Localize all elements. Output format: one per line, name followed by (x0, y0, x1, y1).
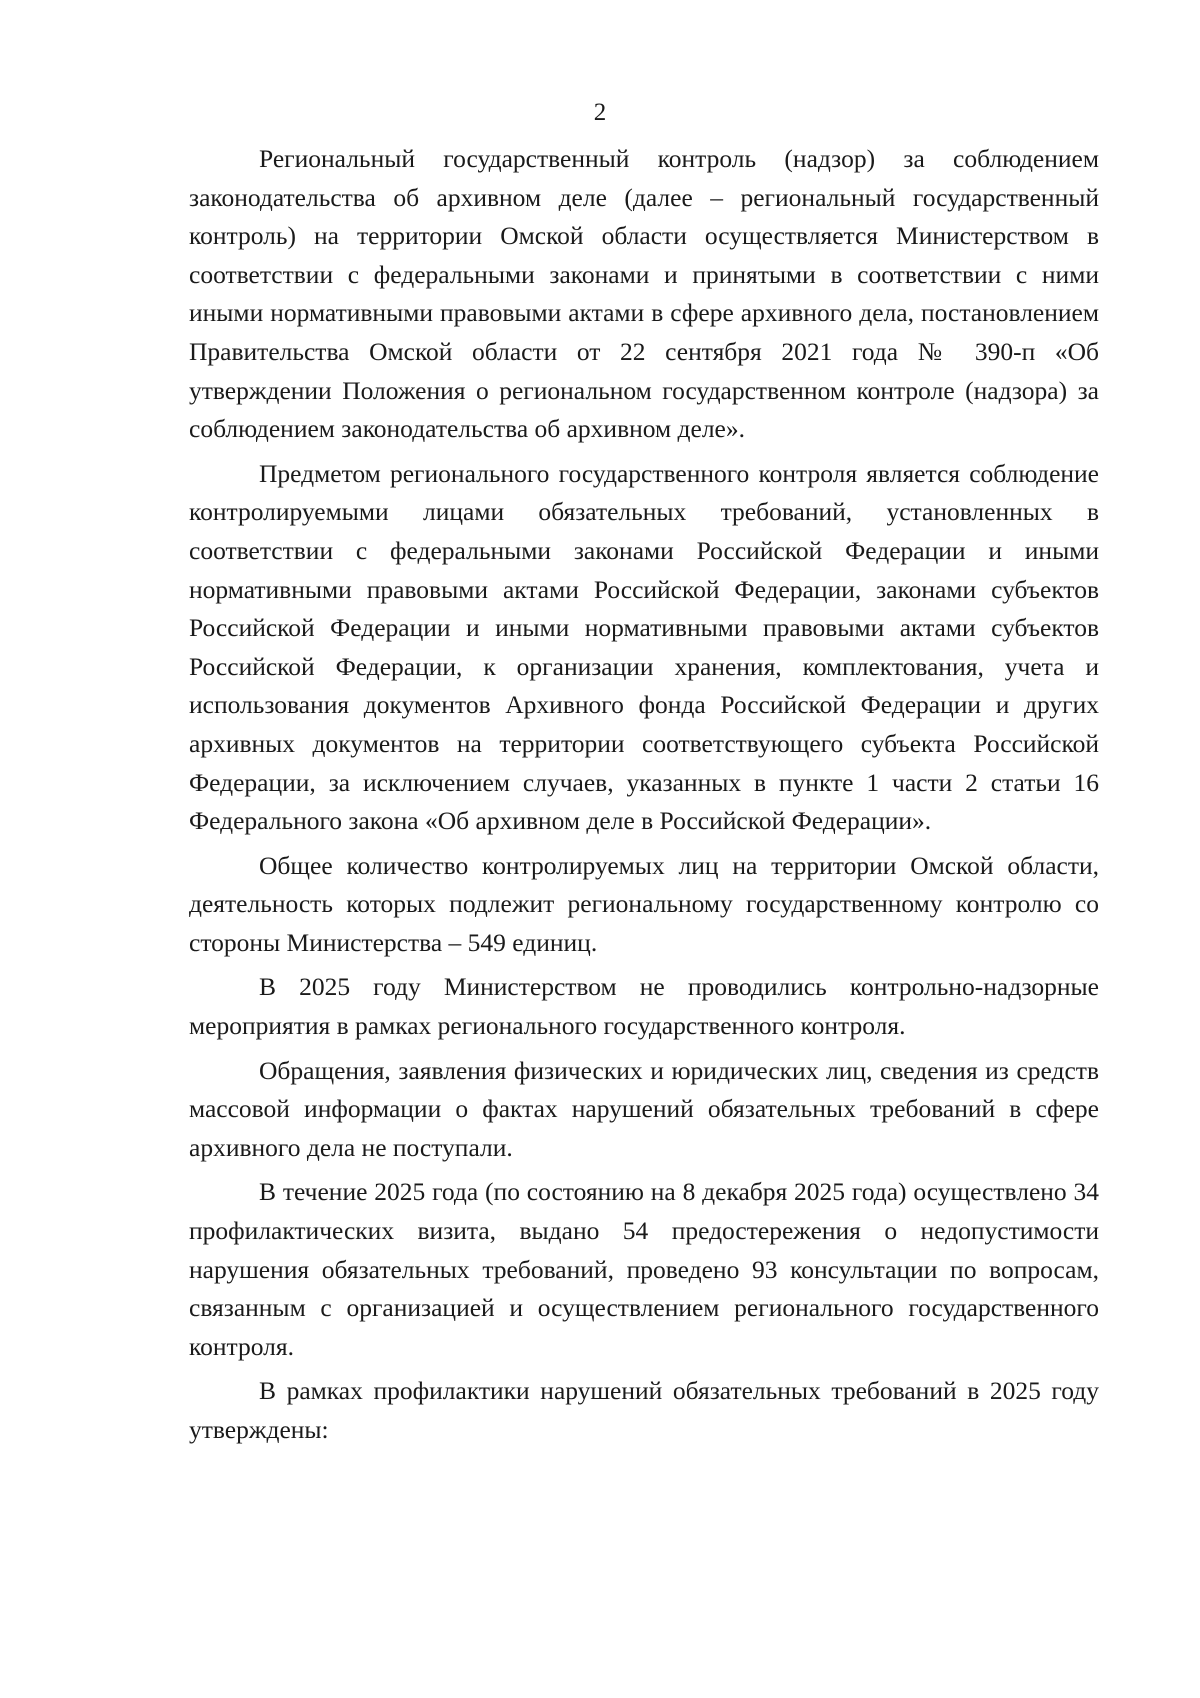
page-number: 2 (593, 99, 607, 126)
paragraph-regional-control: Региональный государственный контроль (надзор) за соблюдением законодательства об архивном деле (далее – региональный государственный контроль) на территории Омской области осуществляется Министерством в соответствии с федеральными законами и принятыми в соответствии с ними иными нормативными правовыми актами в сфере архивного дела, постановлением Правительства Омской области от 22 сентября 2021 года № 390-п «Об утверждении Положения о региональном государственном контроле (надзора) за соблюдением законодательства об архивном деле». (189, 144, 1099, 444)
paragraph-preventive-measures: В течение 2025 года (по состоянию на 8 декабря 2025 года) осуществлено 34 профилактических визита, выдано 54 предостережения о недопустимости нарушения обязательных требований, проведено 93 консультации по вопросам, связанным с организацией и осуществлением регионального государственного контроля. (189, 1177, 1099, 1361)
document-body (189, 140, 1099, 1456)
paragraph-no-inspections: В 2025 году Министерством не проводились контрольно-надзорные мероприятия в рамках регионального государственного контроля. (189, 972, 1099, 1041)
paragraph-approved-documents: В рамках профилактики нарушений обязательных требований в 2025 году утверждены: (189, 1376, 1099, 1444)
paragraph-subject-of-control: Предметом регионального государственного контроля является соблюдение контролируемыми лицами обязательных требований, установленных в соответствии с федеральными законами Российской Федерации и иными нормативными правовыми актами Российской Федерации, законами субъектов Российской Федерации и иными нормативными правовыми актами субъектов Российской Федерации, к организации хранения, комплектования, учета и использования документов Архивного фонда Российской Федерации и других архивных документов на территории соответствующего субъекта Российской Федерации, за исключением случаев, указанных в пункте 1 части 2 статьи 16 Федерального закона «Об архивном деле в Российской Федерации». (189, 458, 1099, 836)
paragraph-controlled-persons-count: Общее количество контролируемых лиц на территории Омской области, деятельность которых подлежит региональному государственному контролю со стороны Министерства – 549 единиц. (189, 850, 1099, 957)
paragraph-no-appeals: Обращения, заявления физических и юридических лиц, сведения из средств массовой информации о фактах нарушений обязательных требований в сфере архивного дела не поступали. (189, 1055, 1099, 1162)
